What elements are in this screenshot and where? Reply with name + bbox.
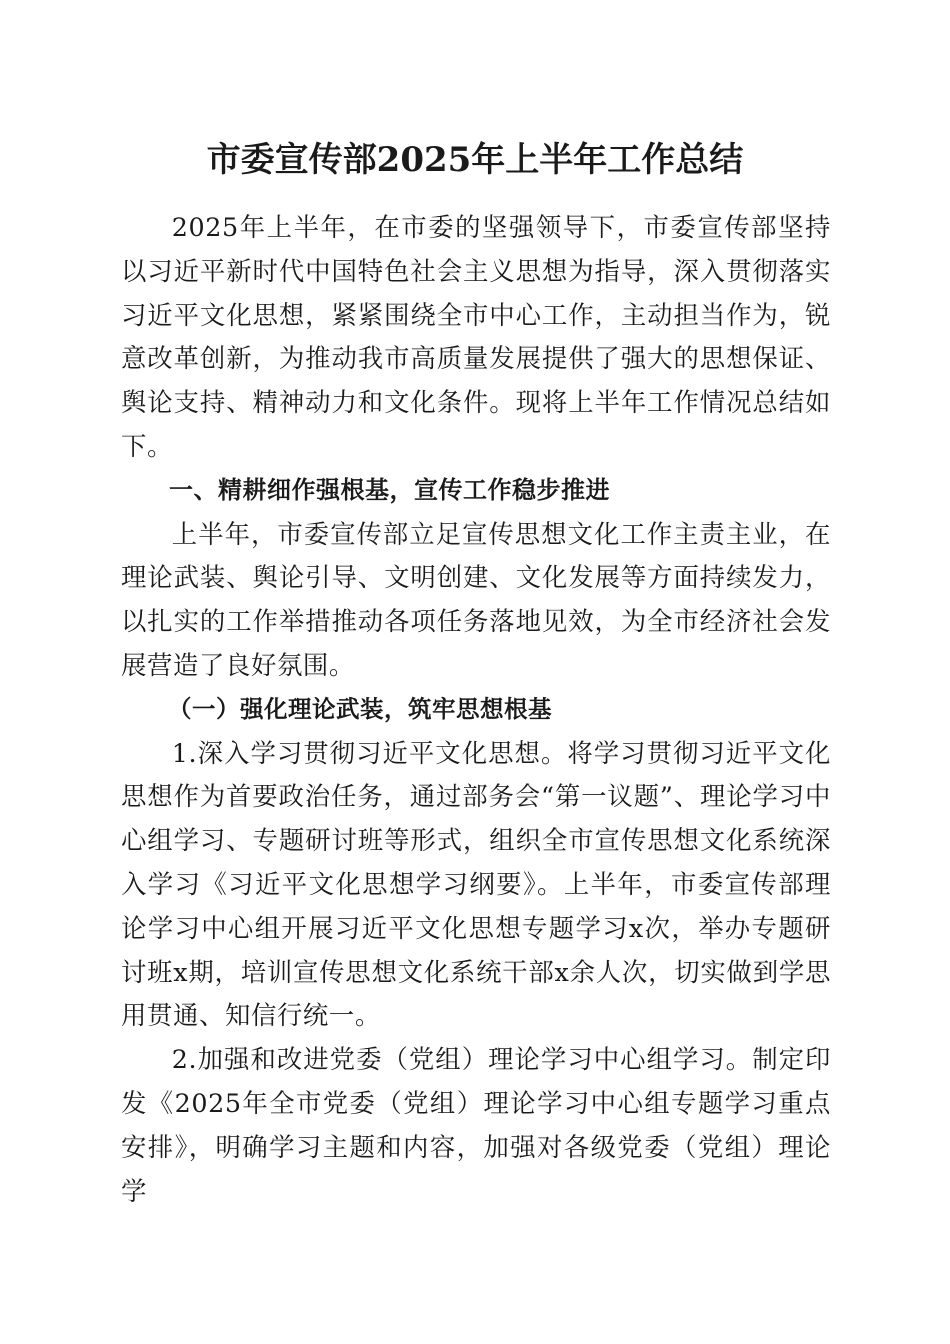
intro-paragraph: 2025年上半年，在市委的坚强领导下，市委宣传部坚持以习近平新时代中国特色社会主义思想为指导，深入贯彻落实习近平文化思想，紧紧围绕全市中心工作，主动担当作为，锐意改革创新，为推动我市高质量发展提供了强大的思想保证、舆论支持、精神动力和文化条件。现将上半年工作情况总结如下。 (121, 212, 831, 461)
item-2-paragraph: 2.加强和改进党委（党组）理论学习中心组学习。制定印发《2025年全市党委（党组）理论学习中心组专题学习重点安排》，明确学习主题和内容，加强对各级党委（党组）理论学 (121, 1044, 831, 1206)
document-body (121, 206, 831, 1213)
item-1-paragraph: 1.深入学习贯彻习近平文化思想。将学习贯彻习近平文化思想作为首要政治任务，通过部务会“第一议题”、理论学习中心组学习、专题研讨班等形式，组织全市宣传思想文化系统深入学习《习近平文化思想学习纲要》。上半年，市委宣传部理论学习中心组开展习近平文化思想专题学习x次，举办专题研讨班x期，培训宣传思想文化系统干部x余人次，切实做到学思用贯通、知信行统一。 (121, 737, 831, 1031)
section-1-paragraph: 上半年，市委宣传部立足宣传思想文化工作主责主业，在理论武装、舆论引导、文明创建、文化发展等方面持续发力，以扎实的工作举措推动各项任务落地见效，为全市经济社会发展营造了良好氛围。 (121, 518, 831, 680)
section-1-heading: 一、精耕细作强根基，宣传工作稳步推进 (169, 475, 610, 504)
document-title: 市委宣传部2025年上半年工作总结 (206, 140, 744, 180)
subsection-1-heading: （一）强化理论武装，筑牢思想根基 (168, 694, 552, 723)
